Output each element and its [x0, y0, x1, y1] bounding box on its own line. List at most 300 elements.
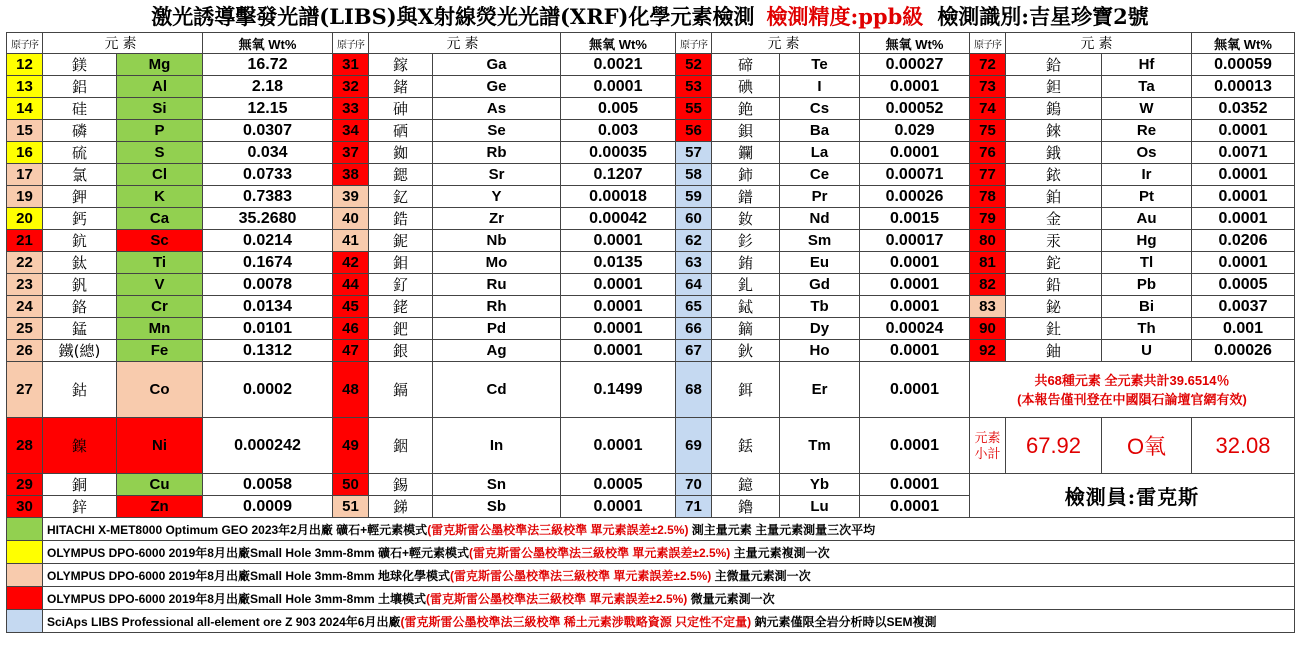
element-symbol: S: [117, 142, 203, 164]
title-specimen: 檢測識別:吉星珍寶2號: [937, 4, 1149, 29]
subtotal-label-line2: 小計: [974, 445, 1001, 461]
element-symbol: Pt: [1102, 186, 1192, 208]
legend-swatch: [7, 541, 43, 564]
atomic-number: 33: [333, 98, 369, 120]
element-symbol: Ca: [117, 208, 203, 230]
subtotal-label-line1: 元素: [974, 429, 1001, 445]
atomic-number: 38: [333, 164, 369, 186]
summary-total: 共68種元素 全元素共計39.6514％: [1034, 372, 1230, 388]
atomic-number: 21: [7, 230, 43, 252]
element-symbol: Hf: [1102, 54, 1192, 76]
element-chinese-name: 硫: [43, 142, 117, 164]
element-table: [6, 32, 1295, 633]
element-symbol: As: [433, 98, 561, 120]
element-chinese-name: 釩: [43, 274, 117, 296]
element-symbol: Cs: [780, 98, 860, 120]
legend-row: [7, 610, 1295, 633]
legend-instrument: OLYMPUS DPO-6000 2019年8月出廠Small Hole 3mm-8mm 地球化學模式: [47, 568, 451, 583]
element-row: [7, 164, 1295, 186]
element-symbol: I: [780, 76, 860, 98]
element-chinese-name: 鎘: [369, 362, 433, 418]
legend-note: 測主量元素 主量元素測量三次平均: [688, 522, 876, 537]
element-chinese-name: 鉬: [369, 252, 433, 274]
element-chinese-name: 鋁: [43, 76, 117, 98]
legend-row: [7, 541, 1295, 564]
legend-instrument: HITACHI X-MET8000 Optimum GEO 2023年2月出廠 礦石+輕元素模式: [47, 522, 428, 537]
element-weight-percent: 0.0001: [1192, 186, 1295, 208]
atomic-number: 26: [7, 340, 43, 362]
element-chinese-name: 鈀: [369, 318, 433, 340]
legend-instrument: OLYMPUS DPO-6000 2019年8月出廠Small Hole 3mm-8mm 礦石+輕元素模式: [47, 545, 470, 560]
element-chinese-name: 銥: [1006, 164, 1102, 186]
element-weight-percent: 0.00017: [860, 230, 970, 252]
element-weight-percent: 0.0733: [203, 164, 333, 186]
element-symbol: Gd: [780, 274, 860, 296]
element-weight-percent: 0.00042: [561, 208, 676, 230]
element-chinese-name: 錳: [43, 318, 117, 340]
element-weight-percent: 0.1674: [203, 252, 333, 274]
element-chinese-name: 鉿: [1006, 54, 1102, 76]
element-weight-percent: 0.0135: [561, 252, 676, 274]
atomic-number: 66: [676, 318, 712, 340]
atomic-number: 50: [333, 474, 369, 496]
element-chinese-name: 鎳: [43, 418, 117, 474]
element-chinese-name: 碲: [712, 54, 780, 76]
element-chinese-name: 鉺: [712, 362, 780, 418]
element-symbol: Sn: [433, 474, 561, 496]
legend-instrument: SciAps LIBS Professional all-element ore Z 903 2024年6月出廠: [47, 614, 401, 629]
element-symbol: Pr: [780, 186, 860, 208]
atomic-number: 58: [676, 164, 712, 186]
header-z: 原子序: [7, 33, 43, 54]
atomic-number: 72: [970, 54, 1006, 76]
atomic-number: 79: [970, 208, 1006, 230]
element-chinese-name: 錸: [1006, 120, 1102, 142]
element-symbol: Th: [1102, 318, 1192, 340]
element-chinese-name: 鉛: [1006, 274, 1102, 296]
header-z: 原子序: [970, 33, 1006, 54]
element-symbol: Dy: [780, 318, 860, 340]
element-weight-percent: 0.0001: [561, 496, 676, 518]
legend-text: [43, 518, 1295, 541]
atomic-number: 60: [676, 208, 712, 230]
atomic-number: 13: [7, 76, 43, 98]
legend-text: [43, 587, 1295, 610]
element-symbol: Re: [1102, 120, 1192, 142]
element-chinese-name: 硒: [369, 120, 433, 142]
atomic-number: 14: [7, 98, 43, 120]
atomic-number: 90: [970, 318, 1006, 340]
element-chinese-name: 鈦: [43, 252, 117, 274]
atomic-number: 76: [970, 142, 1006, 164]
element-chinese-name: 鋅: [43, 496, 117, 518]
element-weight-percent: 0.0037: [1192, 296, 1295, 318]
header-wt: 無氧 Wt%: [561, 33, 676, 54]
element-chinese-name: 銀: [369, 340, 433, 362]
element-chinese-name: 氯: [43, 164, 117, 186]
element-chinese-name: 鎢: [1006, 98, 1102, 120]
element-symbol: U: [1102, 340, 1192, 362]
element-chinese-name: 鈷: [43, 362, 117, 418]
element-symbol: Pd: [433, 318, 561, 340]
atomic-number: 46: [333, 318, 369, 340]
element-chinese-name: 銠: [369, 296, 433, 318]
element-symbol: Rh: [433, 296, 561, 318]
element-chinese-name: 鑭: [712, 142, 780, 164]
element-weight-percent: 0.0307: [203, 120, 333, 142]
element-chinese-name: 金: [1006, 208, 1102, 230]
legend-swatch: [7, 610, 43, 633]
atomic-number: 15: [7, 120, 43, 142]
element-chinese-name: 汞: [1006, 230, 1102, 252]
legend-text: [43, 541, 1295, 564]
element-chinese-name: 鋱: [712, 296, 780, 318]
element-row: [7, 474, 1295, 496]
element-chinese-name: 鈮: [369, 230, 433, 252]
element-symbol: K: [117, 186, 203, 208]
header-z: 原子序: [676, 33, 712, 54]
legend-text: [43, 564, 1295, 587]
element-chinese-name: 鐠: [712, 186, 780, 208]
atomic-number: 25: [7, 318, 43, 340]
element-symbol: Eu: [780, 252, 860, 274]
atomic-number: 71: [676, 496, 712, 518]
element-chinese-name: 鎂: [43, 54, 117, 76]
element-symbol: Tb: [780, 296, 860, 318]
element-row: [7, 98, 1295, 120]
element-chinese-name: 鈣: [43, 208, 117, 230]
element-symbol: Al: [117, 76, 203, 98]
element-chinese-name: 磷: [43, 120, 117, 142]
element-chinese-name: 錫: [369, 474, 433, 496]
atomic-number: 40: [333, 208, 369, 230]
element-weight-percent: 12.15: [203, 98, 333, 120]
atomic-number: 59: [676, 186, 712, 208]
element-row: [7, 142, 1295, 164]
element-symbol: Ge: [433, 76, 561, 98]
atomic-number: 37: [333, 142, 369, 164]
element-chinese-name: 釔: [369, 186, 433, 208]
element-weight-percent: 0.0001: [561, 340, 676, 362]
element-row: [7, 252, 1295, 274]
element-weight-percent: 0.0001: [1192, 164, 1295, 186]
atomic-number: 42: [333, 252, 369, 274]
element-weight-percent: 0.00024: [860, 318, 970, 340]
element-symbol: Ba: [780, 120, 860, 142]
element-weight-percent: 0.0001: [561, 230, 676, 252]
element-symbol: Si: [117, 98, 203, 120]
element-chinese-name: 鉻: [43, 296, 117, 318]
subtotal-label: [970, 418, 1006, 474]
element-symbol: In: [433, 418, 561, 474]
element-weight-percent: 0.001: [1192, 318, 1295, 340]
element-symbol: Nd: [780, 208, 860, 230]
legend-calibration: (雷克斯雷公墨校準法三級校準 單元素誤差±2.5%): [427, 522, 689, 537]
element-chinese-name: 鉍: [1006, 296, 1102, 318]
element-chinese-name: 鑥: [712, 496, 780, 518]
element-symbol: Ga: [433, 54, 561, 76]
element-weight-percent: 0.00026: [1192, 340, 1295, 362]
legend-row: [7, 587, 1295, 610]
element-chinese-name: 釹: [712, 208, 780, 230]
element-chinese-name: 鍺: [369, 76, 433, 98]
element-weight-percent: 0.00027: [860, 54, 970, 76]
element-weight-percent: 0.00035: [561, 142, 676, 164]
element-chinese-name: 銪: [712, 252, 780, 274]
atomic-number: 28: [7, 418, 43, 474]
element-chinese-name: 釷: [1006, 318, 1102, 340]
header-element: 元素: [712, 33, 860, 54]
atomic-number: 67: [676, 340, 712, 362]
element-chinese-name: 碘: [712, 76, 780, 98]
element-symbol: Mn: [117, 318, 203, 340]
element-symbol: Mg: [117, 54, 203, 76]
element-weight-percent: 0.0071: [1192, 142, 1295, 164]
element-row: [7, 296, 1295, 318]
element-symbol: Hg: [1102, 230, 1192, 252]
atomic-number: 80: [970, 230, 1006, 252]
element-chinese-name: 鋨: [1006, 142, 1102, 164]
element-chinese-name: 鈾: [1006, 340, 1102, 362]
atomic-number: 45: [333, 296, 369, 318]
atomic-number: 70: [676, 474, 712, 496]
atomic-number: 62: [676, 230, 712, 252]
element-weight-percent: 0.0001: [860, 252, 970, 274]
element-chinese-name: 鈧: [43, 230, 117, 252]
element-weight-percent: 0.0001: [561, 418, 676, 474]
element-chinese-name: 鐿: [712, 474, 780, 496]
atomic-number: 57: [676, 142, 712, 164]
atomic-number: 22: [7, 252, 43, 274]
element-weight-percent: 0.00013: [1192, 76, 1295, 98]
element-weight-percent: 0.0001: [860, 362, 970, 418]
element-symbol: Ag: [433, 340, 561, 362]
element-symbol: Cl: [117, 164, 203, 186]
element-symbol: Au: [1102, 208, 1192, 230]
report-title: [0, 0, 1300, 32]
element-weight-percent: 0.00059: [1192, 54, 1295, 76]
atomic-number: 41: [333, 230, 369, 252]
header-element: 元素: [43, 33, 203, 54]
element-weight-percent: 0.0001: [860, 274, 970, 296]
element-chinese-name: 鋇: [712, 120, 780, 142]
atomic-number: 24: [7, 296, 43, 318]
atomic-number: 63: [676, 252, 712, 274]
atomic-number: 44: [333, 274, 369, 296]
element-chinese-name: 鉀: [43, 186, 117, 208]
atomic-number: 31: [333, 54, 369, 76]
element-symbol: Tm: [780, 418, 860, 474]
element-weight-percent: 0.0134: [203, 296, 333, 318]
element-weight-percent: 0.0352: [1192, 98, 1295, 120]
element-weight-percent: 0.00052: [860, 98, 970, 120]
element-chinese-name: 銫: [712, 98, 780, 120]
element-chinese-name: 釕: [369, 274, 433, 296]
atomic-number: 32: [333, 76, 369, 98]
element-symbol: Y: [433, 186, 561, 208]
element-chinese-name: 鋯: [369, 208, 433, 230]
element-weight-percent: 0.1499: [561, 362, 676, 418]
legend-note: 主微量元素測一次: [711, 568, 811, 583]
atomic-number: 65: [676, 296, 712, 318]
element-weight-percent: 0.0078: [203, 274, 333, 296]
header-element: 元素: [369, 33, 561, 54]
element-symbol: Rb: [433, 142, 561, 164]
element-weight-percent: 0.0001: [860, 296, 970, 318]
oxygen-value: 32.08: [1192, 418, 1295, 474]
atomic-number: 68: [676, 362, 712, 418]
element-weight-percent: 0.0001: [1192, 252, 1295, 274]
element-symbol: Ir: [1102, 164, 1192, 186]
element-weight-percent: 16.72: [203, 54, 333, 76]
element-symbol: Ni: [117, 418, 203, 474]
element-chinese-name: 鉑: [1006, 186, 1102, 208]
element-weight-percent: 0.0101: [203, 318, 333, 340]
element-weight-percent: 0.0005: [1192, 274, 1295, 296]
element-chinese-name: 硅: [43, 98, 117, 120]
element-weight-percent: 0.0001: [1192, 120, 1295, 142]
element-symbol: Nb: [433, 230, 561, 252]
element-weight-percent: 0.0001: [1192, 208, 1295, 230]
atomic-number: 83: [970, 296, 1006, 318]
oxygen-label: O氧: [1102, 418, 1192, 474]
element-weight-percent: 0.0001: [561, 76, 676, 98]
title-precision: 檢測精度:ppb級: [766, 4, 924, 29]
legend-calibration: (雷克斯雷公墨校準法三級校準 單元素誤差±2.5%): [469, 545, 731, 560]
element-symbol: Lu: [780, 496, 860, 518]
legend-calibration: (雷克斯雷公墨校準法三級校準 單元素誤差±2.5%): [426, 591, 688, 606]
header-wt: 無氧 Wt%: [860, 33, 970, 54]
element-symbol: Cu: [117, 474, 203, 496]
element-symbol: Pb: [1102, 274, 1192, 296]
element-chinese-name: 鈰: [712, 164, 780, 186]
element-weight-percent: 0.00071: [860, 164, 970, 186]
atomic-number: 73: [970, 76, 1006, 98]
element-symbol: Er: [780, 362, 860, 418]
element-row: [7, 186, 1295, 208]
legend-row: [7, 518, 1295, 541]
element-weight-percent: 0.0001: [860, 496, 970, 518]
element-symbol: Sc: [117, 230, 203, 252]
element-symbol: Ru: [433, 274, 561, 296]
element-chinese-name: 鈥: [712, 340, 780, 362]
atomic-number: 55: [676, 98, 712, 120]
element-chinese-name: 鍶: [369, 164, 433, 186]
atomic-number: 47: [333, 340, 369, 362]
legend-note: 主量元素複測一次: [730, 545, 830, 560]
atomic-number: 39: [333, 186, 369, 208]
element-weight-percent: 0.0021: [561, 54, 676, 76]
atomic-number: 92: [970, 340, 1006, 362]
legend-calibration: (雷克斯雷公墨校準法三級校準 單元素誤差±2.5%): [450, 568, 712, 583]
element-symbol: Se: [433, 120, 561, 142]
atomic-number: 53: [676, 76, 712, 98]
element-weight-percent: 0.1312: [203, 340, 333, 362]
element-weight-percent: 0.0001: [860, 474, 970, 496]
atomic-number: 56: [676, 120, 712, 142]
element-weight-percent: 0.7383: [203, 186, 333, 208]
element-chinese-name: 銅: [43, 474, 117, 496]
atomic-number: 23: [7, 274, 43, 296]
legend-calibration: (雷克斯雷公墨校準法三級校準 稀土元素涉戰略資源 只定性不定量): [400, 614, 752, 629]
element-chinese-name: 鐵(總): [43, 340, 117, 362]
element-chinese-name: 砷: [369, 98, 433, 120]
atomic-number: 49: [333, 418, 369, 474]
element-row: [7, 418, 1295, 474]
element-symbol: Ce: [780, 164, 860, 186]
element-chinese-name: 釤: [712, 230, 780, 252]
element-weight-percent: 0.005: [561, 98, 676, 120]
legend-swatch: [7, 564, 43, 587]
element-row: [7, 120, 1295, 142]
element-chinese-name: 鉈: [1006, 252, 1102, 274]
element-weight-percent: 0.000242: [203, 418, 333, 474]
element-chinese-name: 釓: [712, 274, 780, 296]
header-z: 原子序: [333, 33, 369, 54]
element-symbol: Mo: [433, 252, 561, 274]
atomic-number: 51: [333, 496, 369, 518]
element-symbol: Ti: [117, 252, 203, 274]
element-weight-percent: 0.0001: [561, 296, 676, 318]
element-weight-percent: 0.0001: [860, 142, 970, 164]
element-symbol: Cr: [117, 296, 203, 318]
subtotal-value: 67.92: [1006, 418, 1102, 474]
atomic-number: 74: [970, 98, 1006, 120]
element-symbol: Sm: [780, 230, 860, 252]
element-weight-percent: 0.0001: [561, 274, 676, 296]
element-weight-percent: 0.00026: [860, 186, 970, 208]
legend-text: [43, 610, 1295, 633]
header-element: 元素: [1006, 33, 1192, 54]
element-symbol: W: [1102, 98, 1192, 120]
atomic-number: 16: [7, 142, 43, 164]
element-symbol: Fe: [117, 340, 203, 362]
element-row: [7, 274, 1295, 296]
header-wt: 無氧 Wt%: [1192, 33, 1295, 54]
element-weight-percent: 0.1207: [561, 164, 676, 186]
element-symbol: Bi: [1102, 296, 1192, 318]
atomic-number: 52: [676, 54, 712, 76]
element-weight-percent: 0.0001: [561, 318, 676, 340]
atomic-number: 19: [7, 186, 43, 208]
element-chinese-name: 銻: [369, 496, 433, 518]
element-weight-percent: 0.0214: [203, 230, 333, 252]
element-weight-percent: 35.2680: [203, 208, 333, 230]
element-symbol: La: [780, 142, 860, 164]
legend-swatch: [7, 587, 43, 610]
element-weight-percent: 0.0206: [1192, 230, 1295, 252]
atomic-number: 48: [333, 362, 369, 418]
atomic-number: 27: [7, 362, 43, 418]
element-row: [7, 208, 1295, 230]
element-weight-percent: 0.034: [203, 142, 333, 164]
inspector-signature: 檢測員:雷克斯: [970, 474, 1295, 518]
element-weight-percent: 0.0058: [203, 474, 333, 496]
element-weight-percent: 0.0002: [203, 362, 333, 418]
element-symbol: Os: [1102, 142, 1192, 164]
element-symbol: P: [117, 120, 203, 142]
header-wt: 無氧 Wt%: [203, 33, 333, 54]
element-weight-percent: 0.0001: [860, 418, 970, 474]
title-main: 激光誘導擊發光譜(LIBS)與X射線熒光光譜(XRF)化學元素檢測: [151, 4, 755, 29]
element-row: [7, 318, 1295, 340]
element-chinese-name: 鉭: [1006, 76, 1102, 98]
atomic-number: 81: [970, 252, 1006, 274]
atomic-number: 12: [7, 54, 43, 76]
element-row: [7, 362, 1295, 418]
element-symbol: Yb: [780, 474, 860, 496]
summary-note: [970, 362, 1295, 418]
